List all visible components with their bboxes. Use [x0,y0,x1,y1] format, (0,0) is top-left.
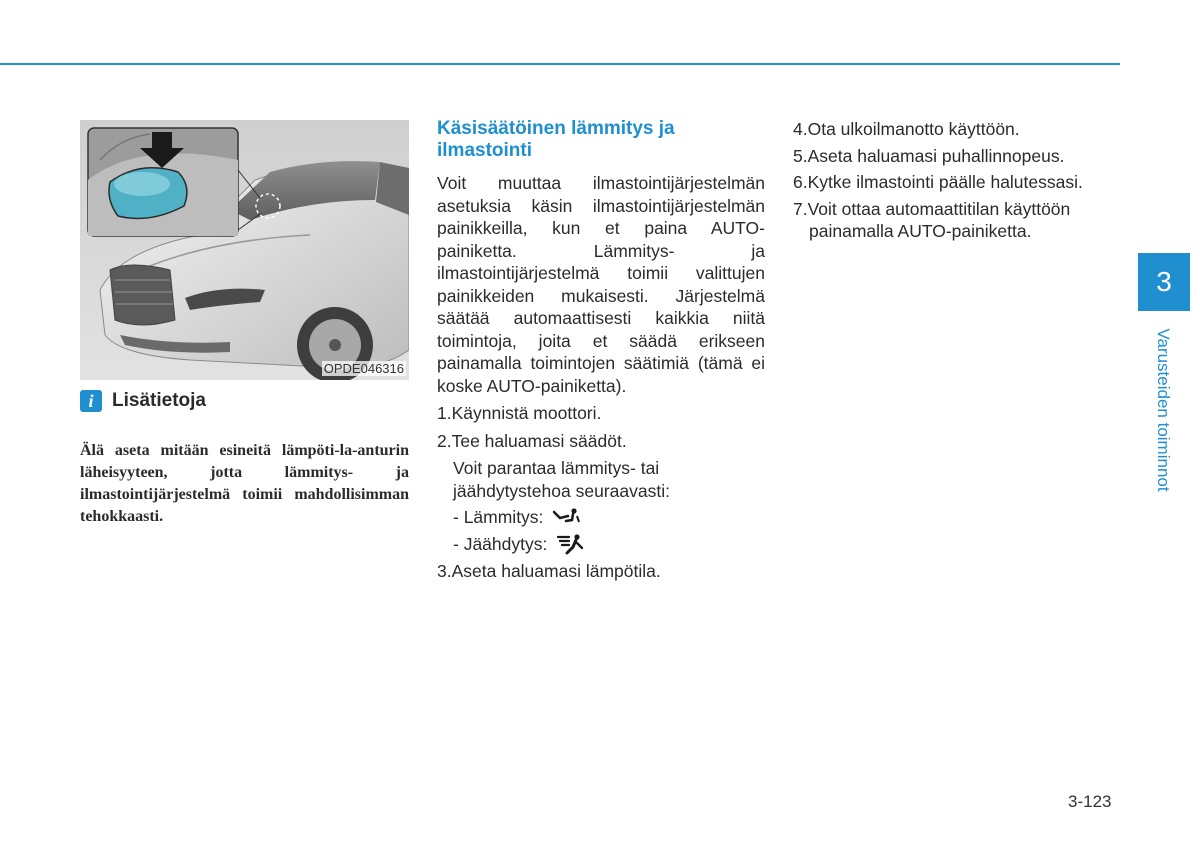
face-vent-icon [555,533,587,555]
step-1: 1.Käynnistä moottori. [437,403,602,423]
manual-climate-section [437,118,765,583]
chapter-title: Varusteiden toiminnot [1154,328,1173,492]
step-5: 5.Aseta haluamasi puhallinnopeus. [793,145,1065,166]
cooling-item [453,533,765,556]
chapter-number-tab: 3 [1138,253,1190,311]
info-icon: i [80,390,102,412]
heating-item [453,506,765,529]
step-2: 2.Tee haluamasi säädöt. [437,430,627,451]
steps-continued [793,118,1123,247]
step-2-note: Voit parantaa lämmitys- tai jäähdytystehoa seuraavasti: [453,458,670,501]
heating-label: - Lämmitys: [453,507,544,527]
step-6: 6.Kytke ilmastointi päälle halutessasi. [793,172,1083,192]
section-title: Käsisäätöinen lämmitys ja ilmastointi [437,118,675,161]
step-7-continued: painamalla AUTO-painiketta. [809,221,1032,241]
car-illustration [80,120,409,380]
floor-vent-icon [551,506,583,528]
figure-caption: OPDE046316 [323,361,404,376]
page-number: 3-123 [1068,792,1112,811]
step-4: 4.Ota ulkoilmanotto käyttöön. [793,119,1020,139]
header-rule [0,63,1120,65]
cooling-label: - Jäähdytys: [453,533,548,554]
car-drawing [80,120,409,380]
info-heading [80,388,206,414]
info-body: Älä aseta mitään esineitä lämpöti-la-anturin läheisyyteen, jotta lämmitys- ja ilmastointijärjestelmä toimii mahdollisimman tehokkaasti. [80,442,409,525]
step-7: 7.Voit ottaa automaattitilan käyttöön [793,198,1071,219]
step-3: 3.Aseta haluamasi lämpötila. [437,561,661,581]
info-title: Lisätietoja [112,390,206,411]
section-body: Voit muuttaa ilmastointijärjestelmän asetuksia käsin ilmastointijärjestelmän painikkeilla, kun et paina AUTO-painiketta. Lämmitys- ja ilmastointijärjestelmä toimii valittujen painikkeiden mukaisesti. Järjestelmä säätää automaattisesti kaikkia niitä toimintoja, joita et säädä erikseen painamalla toimintojen säätimiä (tämä ei koske AUTO-painiketta). [437,173,765,396]
